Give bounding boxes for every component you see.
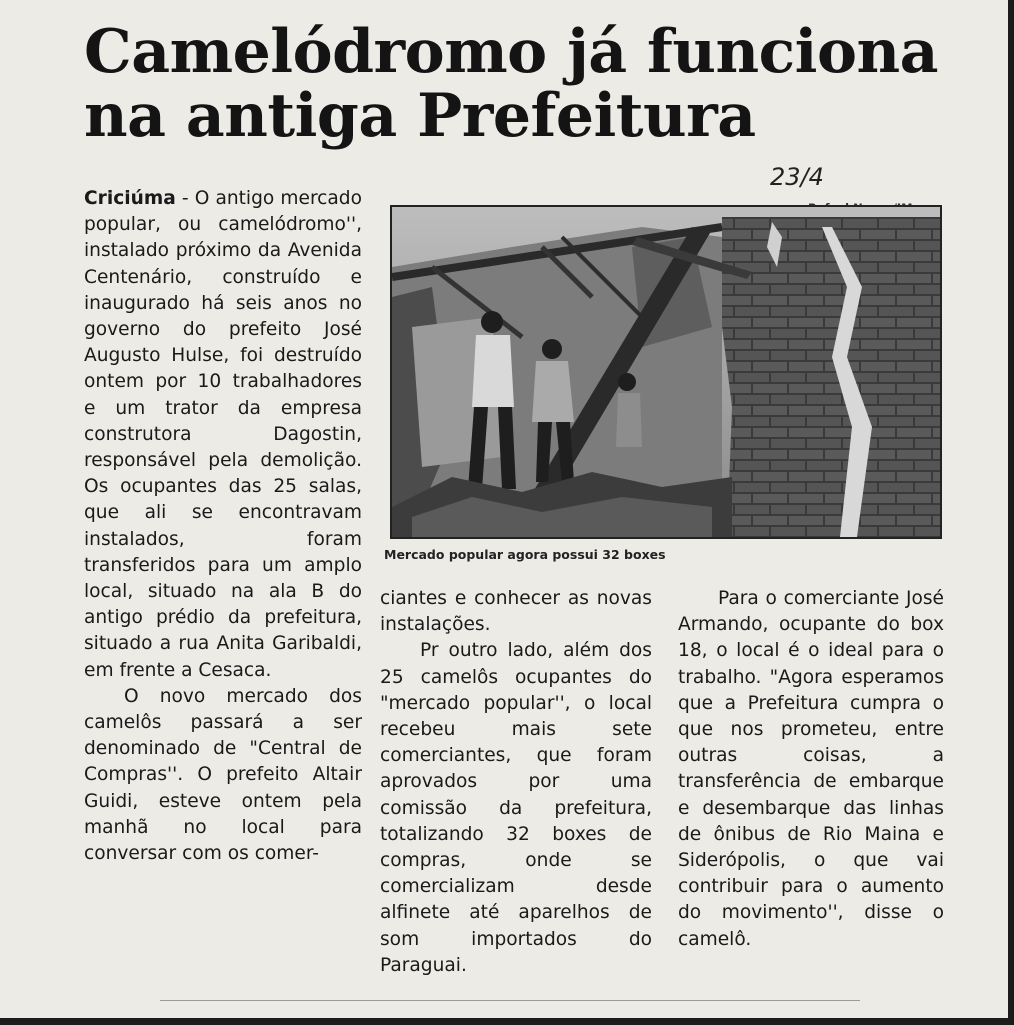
headline-line-1: Camelódromo já funciona [84, 17, 938, 87]
article-column-3 [678, 586, 944, 953]
bottom-rule [160, 1000, 860, 1001]
column-1-paragraph-1 [84, 186, 362, 684]
column-3-paragraph-1: Para o comerciante José Armando, ocupante do box 18, o local é o ideal para o trabalho. "Agora esperamos que a Prefeitura cumpra o que nos prometeu, entre outras coisas, a transferência de embarque e desembarque das linhas de ônibus de Rio Maina e Siderópolis, o que vai contribuir para o aumento do movimento'', disse o camelô. [678, 588, 944, 950]
article-column-1 [84, 186, 362, 867]
demolition-photo [390, 205, 942, 539]
column-2-paragraph-1: ciantes e conhecer as novas instalações. [380, 588, 652, 636]
column-1-paragraph-1-text: - O antigo mercado popular, ou camelódromo'', instalado próximo da Avenida Centenário, construído e inaugurado há seis anos no governo do prefeito José Augusto Hulse, foi destruído ontem por 10 trabalhadores e um trator da empresa construtora Dagostin, responsável pela demolição. Os ocupantes das 25 salas, que ali se encontravam instalados, foram transferidos para um amplo local, situado na ala B do antigo prédio da prefeitura, situado a rua Anita Garibaldi, em frente a Cesaca. [84, 188, 362, 681]
headline [84, 17, 984, 151]
article-column-2 [380, 586, 652, 979]
dateline: Criciúma [84, 188, 176, 209]
column-1-paragraph-2: O novo mercado dos camelôs passará a ser denominado de "Central de Compras''. O prefeito Altair Guidi, esteve ontem pela manhã no local para conversar com os comer- [84, 685, 362, 865]
column-2-paragraph-2: Pr outro lado, além dos 25 camelôs ocupantes do "mercado popular'', o local recebeu mais sete comerciantes, que foram aprovados por uma comissão da prefeitura, totalizando 32 boxes de compras, onde se comercializam desde alfinete até aparelhos de som importados do Paraguai. [380, 640, 652, 976]
handwritten-date-note: 23/4 [770, 163, 824, 191]
photo-caption: Mercado popular agora possui 32 boxes [384, 547, 666, 562]
demolition-photo-image [392, 207, 940, 537]
headline-line-2: na antiga Prefeitura [84, 81, 756, 151]
